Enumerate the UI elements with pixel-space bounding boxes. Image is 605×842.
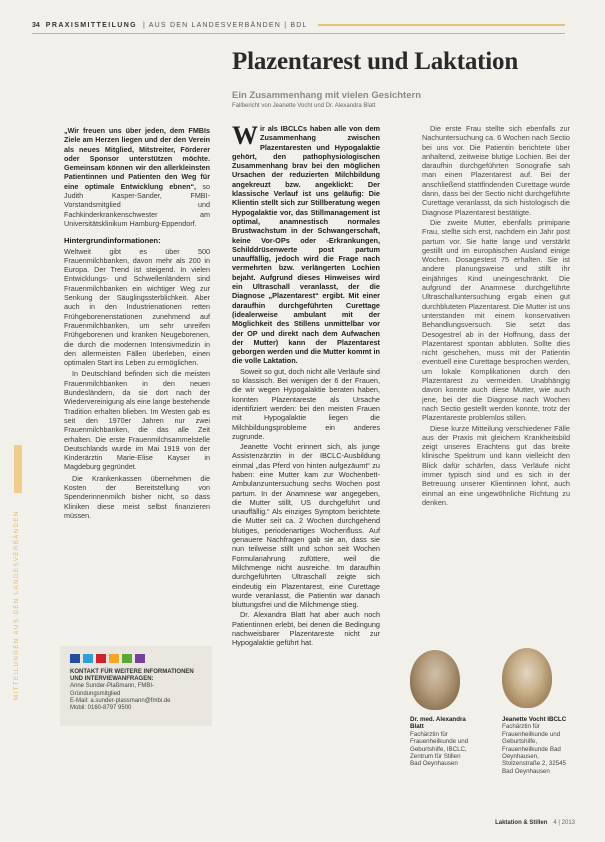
article-subtitle: Ein Zusammenhang mit vielen Gesichtern (232, 90, 421, 101)
color-chip (83, 654, 93, 663)
middle-paragraph-3: Dr. Alexandra Blatt hat aber auch noch Patientinnen erlebt, bei denen die Bedingung nachweisbarer Plazentareste nicht zur Hypogalaktie geführt hat. (232, 610, 380, 648)
color-chip (122, 654, 132, 663)
quote-bold: „Wir freuen uns über jeden, dem FMBIs Ziele am Herzen liegen und der den Verein als neues Mitglied, Mitstreiter, Förderer oder Sponsor unterstützen möchte. Gemeinsam können wir den allerkleinsten Patientinnen und Patienten den Weg für eine optimale Entwicklung ebnen“, (64, 126, 210, 191)
author-info: Fachärztin für Frauenheilkunde und Geburtshilfe, IBCLC, Zentrum für Stillen Bad Oeynhausen (410, 730, 469, 768)
author-name: Dr. med. Alexandra Blatt (410, 716, 466, 731)
header-rule (318, 24, 565, 26)
author-photo (410, 650, 460, 710)
author-photo (502, 648, 552, 708)
page-number: 34 (32, 21, 40, 29)
side-vertical-text: MITTEILUNGEN AUS DEN LANDESVERBÄNDEN (14, 510, 20, 700)
right-paragraph-1: Die erste Frau stellte sich ebenfalls zur Nachuntersuchung ca. 6 Wochen nach Sectio bei uns vor. Die Patientin berichtete über anhaltend, zeitweise blutige Lochien. Bei der daraufhin durchgeführten Sonografie sah man einen Plazentarest auf. Bei der anschließend stattfindenden Curettage wurde dann, dass bei der Sectio nicht durchgeführte Curettage veranlasst, da sich histologisch die Diagnose Plazentarest bestätigte. (422, 124, 570, 217)
quote-attribution: so Judith Kasper-Sander, FMBI-Vorstandsmitglied und Fachkinderkrankenschwester am Universitätsklinikum Hamburg-Eppendorf. (64, 181, 211, 228)
color-chip (135, 654, 145, 663)
color-chip (109, 654, 119, 663)
background-heading: Hintergrundinformationen: (64, 236, 161, 246)
left-paragraph-1: Weltweit gibt es über 500 Frauenmilchbanken, davon mehr als 200 in Europa. Der Trend ist steigend. In vielen Entwicklungs- und Schwellenländern sind Frauenmilchbanken ein wichtiger Weg zur Senkung der Säuglingssterblichkeit. Aber auch in den Industrienationen retten Frühgeborenenstationen zunehmend auf Frauenmilchbanken, um sehr unreifen Frühgeborenen und kranken Neugeborenen, die durch die modernen Intensivmedizin in den allermeisten Fällen überleben, einen optimalen Start ins Leben zu ermöglichen. (64, 246, 210, 368)
issue-number: 4 | 2013 (553, 820, 575, 826)
article-byline: Fallbericht von Jeanette Vocht und Dr. Alexandra Blatt (232, 103, 376, 109)
magazine-name: Laktation & Stillen (495, 820, 548, 826)
lead-paragraph: ir als IBCLCs haben alle von dem Zusammenhang zwischen Plazentaresten und Hypogalaktie gehört, den pathophysiologischen Zusammenhang brav bei den möglichen Ursachen der reduzierten Milchbildung angekreuzt bzw. angeklickt: Der klassische Verlauf ist uns geläufig: Die Klientin stellt sich zur Stillberatung wegen Hypogalaktie vor, das Stillmanagement ist optimal, anamnestisch normales Brustwachstum in der Schwangerschaft, keine Vor-OPs oder -Erkrankungen, Schilddrüsenwerte post partum unauffällig, jedoch wird die Frage nach vermehrten bzw. verlängerten Lochien bejaht. Aufgrund dieses Hinweises wird ein Ultraschall veranlasst, der die Diagnose „Plazentarest“ ergibt. Mit einer daraufhin durchgeführten Curettage (idealerweise ambulant mit der Möglichkeit des Stillens unmittelbar vor der OP und direkt nach dem Aufwachen der Mutter) kann der Plazentarest geborgen werden und die Mutter kommt in die volle Laktation. (232, 124, 380, 366)
middle-paragraph-2: Jeanette Vocht erinnert sich, als junge Assistenzärztin in der IBCLC-Ausbildung einmal „das Pferd von hinten aufgezäumt“ zu haben: eine Mutter kam zur Wochenbett-Ambulanzuntersuchung sechs Wochen post partum. In der Anamnese war angegeben, die Mutter stillt, US durchgeführt und unauffällig.“ Als einziges Symptom berichtete die Mutter seit ca. 2 Wochen durchgehend blutiges, periodenartiges Wochenfluss. Auf genauere Nachfragen gab sie an, dass sie nun teilweise stillt und schon seit Wochen Formulanahrung zufüttere, weil die Milchmenge nicht ausreiche. Im daraufhin durchgeführten Ultraschall zeigte sich eindeutig ein Plazentarest, eine Curettage wurde veranlasst, die Patientin war danach bluttungsfrei und die Milchmenge stieg. (232, 442, 380, 610)
author-caption (410, 716, 470, 768)
article-title: Plazentarest und Laktation (232, 48, 519, 75)
author-name: Jeanette Vocht IBCLC (502, 716, 567, 723)
middle-paragraph-1: Soweit so gut, doch nicht alle Verläufe sind so klassisch. Bei wenigen der 6 der Frauen, die wir wegen Hypogalaktie beraten haben, konnten Plazentareste als Ursache identifiziert werden: bei den meisten Frauen mit Hypogalaktie liegen die Milchbildungsprobleme ein anderes zugrunde. (232, 366, 380, 441)
left-column (64, 126, 210, 522)
page-footer (495, 820, 575, 826)
header-divider (32, 33, 565, 34)
color-chip (96, 654, 106, 663)
left-paragraph-3: Die Krankenkassen übernehmen die Kosten der Bereitstellung von Spenderinnenmilch bisher nicht, so dass Kliniken diese meist selbst finanzieren müssen. (64, 473, 210, 520)
contact-email[interactable]: E-Mail: a.sunder-plassmann@fmbi.de (70, 697, 171, 704)
contact-box (60, 646, 212, 726)
author-info: Fachärztin für Frauenheilkunde und Geburtshilfe, Frauenheilkunde Bad Oeynhausen, Stolzenstraße 2, 32545 Bad Oeynhausen (502, 723, 566, 775)
subsection-label: | AUS DEN LANDESVERBÄNDEN | BDL (143, 21, 308, 29)
contact-name: Anne Sunder-Plaßmann, FMBI-Gründungsmitglied (70, 683, 155, 697)
side-strip (14, 370, 24, 710)
left-paragraph-2: In Deutschland befinden sich die meisten Frauenmilchbanken in den neuen Bundesländern, da sie dort nach der Wiedervereinigung als eine lange bestehende Tradition erhalten blieben. Im Westen gab es seit den 1970er Jahren nur zwei Frauenmilchbanken, die das alle Zeit erhalten. Die erste Frauenmilchsammelstelle Deutschlands wurde im Mai 1919 von der Kinderärztin Marie-Elise Kayser in Magdeburg gegründet. (64, 369, 210, 472)
color-chip (70, 654, 80, 663)
contact-phone: Mobil: 0160-8797 9500 (70, 705, 132, 712)
contact-title: KONTAKT FÜR WEITERE INFORMATIONEN UND INTERVIEWANFRAGEN: (70, 669, 194, 683)
drop-cap: W (232, 121, 258, 150)
right-column (422, 124, 570, 508)
color-chips (70, 654, 202, 663)
middle-column (232, 121, 380, 649)
right-paragraph-3: Diese kurze Mitteilung verschiedener Fälle aus der Praxis mit gleichem Krankheitsbild zeigt unseres Erachtens gut das breite klinische Spektrum und kann vielleicht den Blick dafür schärfen, dass Verläufe nicht immer typisch sind und es sich in der Betreuung unserer Klientinnen lohnt, auch einmal an eine ungewöhnliche Richtung zu denken. (422, 423, 570, 507)
page-header (32, 19, 565, 31)
section-label: PRAXISMITTEILUNG (45, 21, 138, 29)
right-paragraph-2: Die zweite Mutter, ebenfalls primiparie Frau, stellte sich erst, nachdem ein Jahr post partum vor. Sie hatte lange und verstärkt gestillt und im europäischen Ausland einige Wochen. Dosagestest 75 erhalten. Sie ist andere planungsweise und stillt ihr einjähriges Kind uneingeschränkt. Die aufgrund der Anamnese durchgeführte Ultraschalluntersuchung ergab einen gut durchbluteten Plazentarest. Die Mutter ist uns unterstanden mit einem konservativen Behandlungsversuch. Sie setzt das Desogestrel ab in der Hoffnung, dass der Plazentarest spontan abbluten. Sollte dies nicht geschehen, muss mit der Patientin eventuell eine Curettage besprochen werden, um lokale Komplikationen durch den Plazentarest zu vermeiden. Unabhängig davon konnte auch diese Mutter, wie auch jene, bei der die Diagnose nach Wochen nach Sectio gestellt werden konnte, trotz der Plazentareste problemlos stillen. (422, 217, 570, 423)
author-caption (502, 716, 572, 775)
